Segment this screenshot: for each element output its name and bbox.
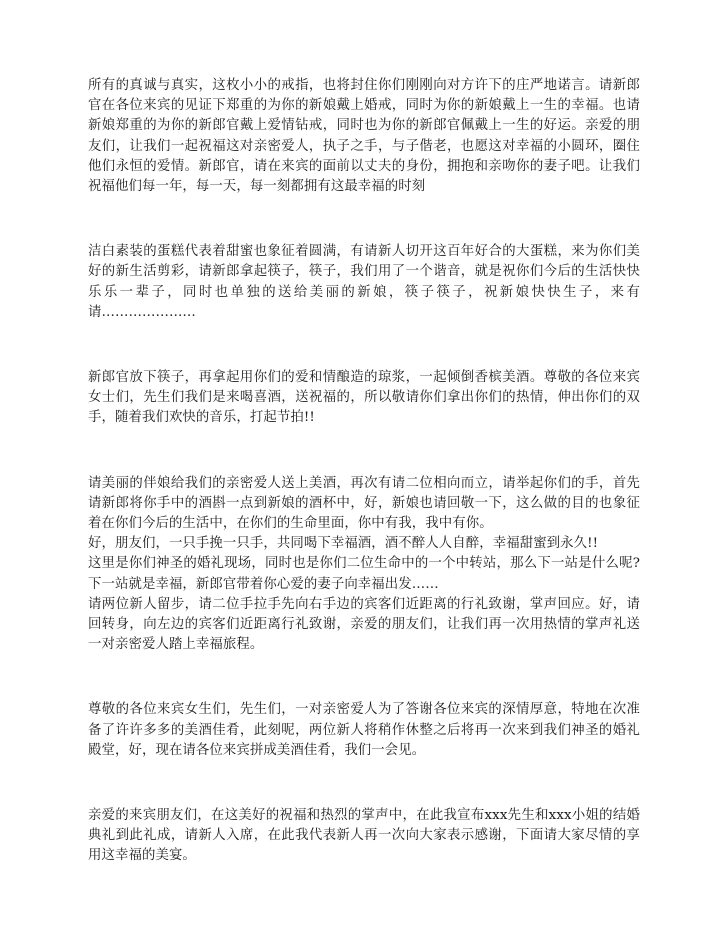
paragraph-champagne: 新郎官放下筷子，再拿起用你们的爱和情酿造的琼浆，一起倾倒香槟美酒。尊敬的各位来宾女士们，先生们我们是来喝喜酒，送祝福的，所以敬请你们拿出你们的热情，伸出你们的双手，随着我们欢快的音乐，打起节拍!! [88,370,640,426]
paragraph-banquet-break: 尊敬的各位来宾女生们，先生们，一对亲密爱人为了答谢各位来宾的深情厚意，特地在次准备了许许多多的美酒佳肴，此刻呢，两位新人将稍作休整之后将再一次来到我们神圣的婚礼殿堂，好，现在请各位来宾拼成美酒佳肴，我们一会见。 [88,702,640,758]
paragraph-cake-cutting: 洁白素装的蛋糕代表着甜蜜也象征着圆满，有请新人切开这百年好合的大蛋糕，来为你们美好的新生活剪彩，请新郎拿起筷子，筷子，我们用了一个谐音，就是祝你们今后的生活快快乐乐一辈子，同时也单独的送给美丽的新娘，筷子筷子，祝新娘快快生子，来有请………………… [88,244,640,320]
paragraph-ring-exchange: 所有的真诚与真实，这枚小小的戒指，也将封住你们刚刚向对方许下的庄严地诺言。请新郎官在各位来宾的见证下郑重的为你的新娘戴上婚戒，同时为你的新娘戴上一生的幸福。也请新娘郑重的为你的新郎官戴上爱情钻戒，同时也为你的新郎官佩戴上一生的好运。亲爱的朋友们，让我们一起祝福这对亲密爱人，执子之手，与子偕老，也愿这对幸福的小圆环，圈住他们永恒的爱情。新郎官，请在来宾的面前以丈夫的身份，拥抱和亲吻你的妻子吧。让我们祝福他们每一年，每一天，每一刻都拥有这最幸福的时刻 [88,78,640,195]
document-page [88,76,640,867]
paragraph-toast: 请美丽的伴娘给我们的亲密爱人送上美酒，再次有请二位相向而立，请举起你们的手，首先请新郎将你手中的酒斟一点到新娘的酒杯中，好，新娘也请回敬一下，这么做的目的也象征着在你们今后的生活中，在你们的生命里面，你中有我，我中有你。 好，朋友们，一只手挽一只手，共同喝下幸福酒，酒不醉人人自醉，幸福甜蜜到永久!! 这里是你们神圣的婚礼现场，同时也是你们二位生命中的一个中转站，那么下一站是什么呢? 下一站就是幸福，新郎官带着你心爱的妻子向幸福出发…… 请两位新人留步，请二位手拉手先向右手边的宾客们近距离的行礼致谢，掌声回应。好，请回转身，向左边的宾客们近距离行礼致谢，亲爱的朋友们，让我们再一次用热情的掌声礼送一对亲密爱人踏上幸福旅程。 [88,475,640,653]
paragraph-ceremony-close: 亲爱的来宾朋友们，在这美好的祝福和热烈的掌声中，在此我宣布xxx先生和xxx小姐的结婚典礼到此礼成，请新人入席，在此我代表新人再一次向大家表示感谢，下面请大家尽情的享用这幸福的美宴。 [88,808,640,864]
